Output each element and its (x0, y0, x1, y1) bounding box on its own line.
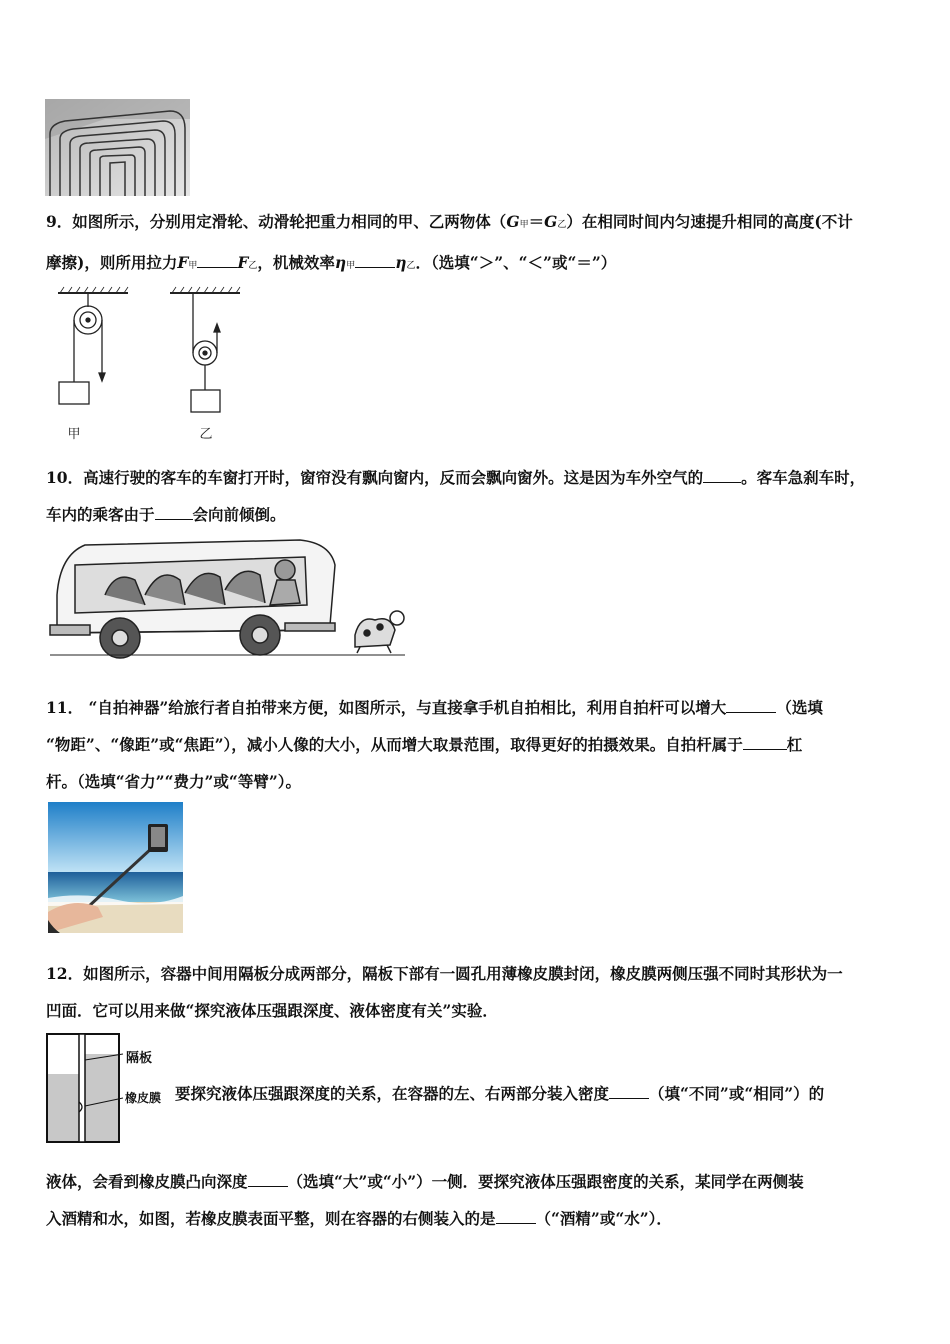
label-jia: 甲 (67, 427, 81, 442)
q9-line1: 9．如图所示，分别用定滑轮、动滑轮把重力相同的甲、乙两物体（G甲＝G乙）在相同时间内匀速提升相同的高度(不计 (46, 212, 853, 231)
label-board: 隔板 (126, 1051, 153, 1066)
question-12 (46, 955, 916, 1029)
answer-blank-8[interactable] (248, 1168, 288, 1187)
label-yi: 乙 (199, 427, 213, 442)
q12-line5: 入酒精和水，如图，若橡皮膜表面平整，则在容器的右侧装入的是 （“酒精”或“水”）． (46, 1200, 916, 1237)
q12-line4: 液体，会看到橡皮膜凸向深度 （选填“大”或“小”）一侧．要探究液体压强跟密度的关系，某同学在两侧装 (46, 1163, 916, 1200)
question-12-tail (46, 1163, 916, 1237)
question-9 (46, 203, 916, 285)
q12-line1: 12．如图所示，容器中间用隔板分成两部分，隔板下部有一圆孔用薄橡皮膜封闭，橡皮膜两侧压强不同时其形状为一 (46, 964, 843, 983)
label-film: 橡皮膜 (125, 1091, 162, 1105)
selfie-stick-photo (48, 802, 183, 933)
q10-line2: 车内的乘客由于 会向前倾倒。 (46, 496, 916, 533)
answer-blank-4[interactable] (155, 501, 193, 520)
answer-blank-7[interactable] (609, 1080, 649, 1099)
floor-heating-photo (45, 99, 190, 196)
q12-line3: 要探究液体压强跟深度的关系，在容器的左、右两部分装入密度 （填“不同”或“相同”）的 (175, 1075, 915, 1112)
answer-blank-5[interactable] (726, 694, 776, 713)
question-11 (46, 689, 916, 800)
answer-blank-6[interactable] (743, 731, 787, 750)
answer-blank-9[interactable] (496, 1205, 536, 1224)
question-12-cont (175, 1075, 915, 1112)
answer-blank-1[interactable] (197, 249, 237, 268)
q12-line2: 凹面．它可以用来做“探究液体压强跟深度、液体密度有关”实验． (46, 1001, 498, 1020)
q11-line1: 11． “自拍神器”给旅行者自拍带来方便，如图所示，与直接拿手机自拍相比，利用自拍杆可以增大 （选填 (46, 689, 916, 726)
pulley-diagram (50, 285, 250, 445)
q11-line3: 杆。（选填“省力”“费力”或“等臂”）。 (46, 772, 301, 791)
answer-blank-2[interactable] (355, 249, 395, 268)
answer-blank-3[interactable] (703, 464, 741, 483)
bus-illustration (45, 535, 415, 665)
q10-line1: 10．高速行驶的客车的车窗打开时，窗帘没有飘向窗内，反而会飘向窗外。这是因为车外空气的 。客车急刹车时， (46, 459, 916, 496)
container-diagram (45, 1032, 180, 1147)
question-10 (46, 459, 916, 533)
q9-line2: 摩擦)，则所用拉力F甲 F乙，机械效率η甲 η乙．（选填“＞”、“＜”或“＝”） (46, 244, 916, 285)
q11-line2: “物距”、“像距”或“焦距”），减小人像的大小，从而增大取景范围，取得更好的拍摄效果。自拍杆属于 杠 (46, 726, 916, 763)
